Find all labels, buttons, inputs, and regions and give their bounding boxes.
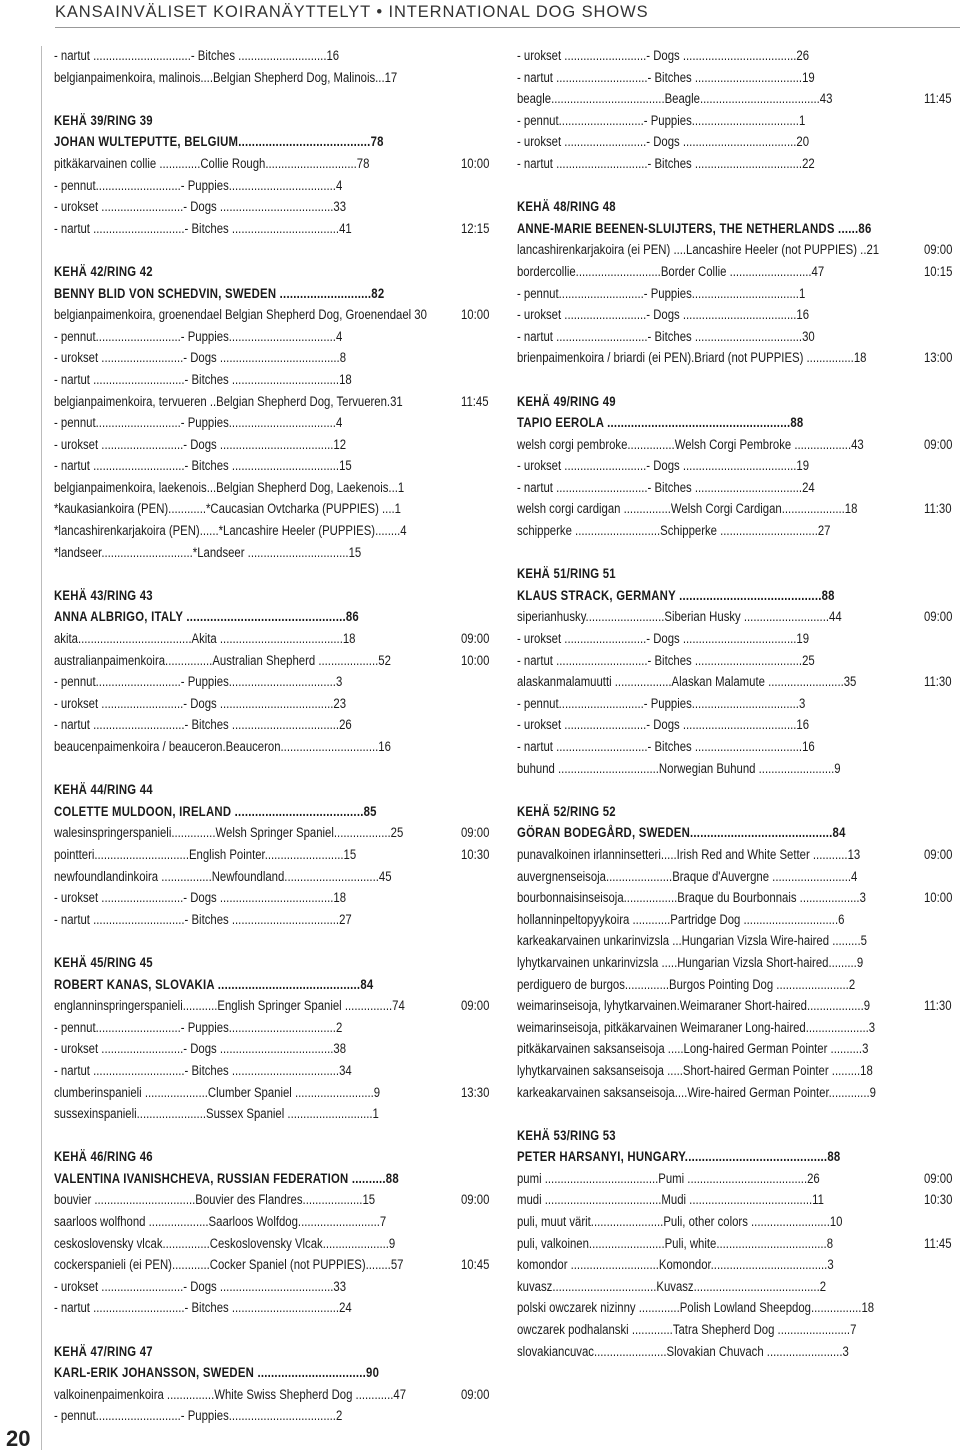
right-entry-row — [517, 327, 960, 349]
right-entry-row — [517, 737, 960, 759]
entry-text: perdiguero de burgos..............Burgos Pointing Dog .......................2 — [517, 976, 856, 993]
ring-heading-text: KEHÄ 49/RING 49 — [517, 393, 616, 410]
entry-text: - urokset ..........................- Dogs ....................................19 — [517, 458, 810, 475]
left-entry-row — [54, 888, 506, 910]
left-entry-row — [54, 1190, 506, 1212]
entry-text: sussexinspanieli......................Sussex Spaniel ...........................1 — [54, 1106, 379, 1123]
entry-text: welsh corgi pembroke...............Welsh Corgi Pembroke ..................43 — [517, 436, 864, 453]
entry-text: karkeakarvainen saksanseisoja....Wire-haired German Pointer.............9 — [517, 1084, 876, 1101]
entry-text: pointteri..............................English Pointer.........................15 — [54, 846, 357, 863]
entry-text: newfoundlandinkoira ................Newfoundland..............................45 — [54, 868, 392, 885]
left-entry-row — [54, 1061, 506, 1083]
right-entry-row — [517, 715, 960, 737]
ring-heading-text: TAPIO EEROLA ......................................................88 — [517, 415, 804, 432]
entry-text: clumberinspanieli ....................Clumber Spaniel .........................9 — [54, 1084, 381, 1101]
left-heading-row — [54, 111, 506, 133]
ring-heading-text: KEHÄ 46/RING 46 — [54, 1149, 153, 1166]
entry-text: komondor ............................Komondor.....................................3 — [517, 1257, 834, 1274]
right-entry-row — [517, 1277, 960, 1299]
entry-time: 10:00 — [461, 307, 490, 324]
right-entry-row — [517, 651, 960, 673]
left-entry-row — [54, 197, 506, 219]
page-header — [0, 0, 960, 32]
left-heading-row — [54, 953, 506, 975]
left-entry-row — [54, 867, 506, 889]
right-entry-row — [517, 1190, 960, 1212]
side-divider — [41, 46, 42, 1450]
left-entry-row — [54, 715, 506, 737]
left-entry-row — [54, 435, 506, 457]
entry-text: - pennut...........................- Puppies..................................4 — [54, 415, 343, 432]
left-entry-row — [54, 694, 506, 716]
entry-text: pitkäkarvainen saksanseisoja .....Long-haired German Pointer ..........3 — [517, 1041, 869, 1058]
entry-text: - nartut .............................- Bitches ..................................22 — [517, 155, 815, 172]
right-entry-row — [517, 348, 960, 370]
entry-time: 11:30 — [924, 674, 952, 691]
entry-text: - nartut .............................- Bitches ..................................41 — [54, 220, 352, 237]
right-entry-row — [517, 46, 960, 68]
entry-time: 09:00 — [924, 242, 953, 259]
right-entry-row — [517, 240, 960, 262]
entry-text: - urokset ..........................- Dogs ....................................19 — [517, 631, 810, 648]
entry-text: - urokset ..........................- Dogs ....................................38 — [54, 1041, 347, 1058]
entry-text: brienpaimenkoira / briardi (ei PEN).Briard (not PUPPIES) ...............18 — [517, 350, 867, 367]
entry-text: - nartut .............................- Bitches ..................................25 — [517, 652, 815, 669]
left-entry-row — [54, 499, 506, 521]
left-entry-row — [54, 456, 506, 478]
right-heading-row — [517, 413, 960, 435]
entry-text: walesinspringerspanieli..............Welsh Springer Spaniel..................25 — [54, 825, 404, 842]
ring-heading-text: KEHÄ 39/RING 39 — [54, 112, 153, 129]
ring-heading-text: KEHÄ 42/RING 42 — [54, 263, 153, 280]
left-entry-row — [54, 305, 506, 327]
page-number: 20 — [6, 1426, 31, 1451]
right-entry-row — [517, 1039, 960, 1061]
left-spacer — [54, 931, 506, 953]
entry-text: beagle....................................Beagle......................................43 — [517, 91, 833, 108]
left-entry-row — [54, 910, 506, 932]
ring-heading-text: KEHÄ 52/RING 52 — [517, 803, 616, 820]
left-entry-row — [54, 629, 506, 651]
entry-time: 09:00 — [461, 631, 490, 648]
entry-text: karkeakarvainen unkarinvizsla ...Hungarian Vizsla Wire-haired .........5 — [517, 933, 867, 950]
left-column — [54, 46, 506, 1428]
entry-text: alaskanmalamuutti ..................Alaskan Malamute ........................35 — [517, 674, 857, 691]
entry-text: englanninspringerspanieli...........English Springer Spaniel ...............74 — [54, 998, 405, 1015]
entry-time: 09:00 — [461, 998, 490, 1015]
ring-heading-text: ROBERT KANAS, SLOVAKIA ..........................................84 — [54, 976, 374, 993]
right-entry-row — [517, 910, 960, 932]
ring-heading-text: KARL-ERIK JOHANSSON, SWEDEN ................................90 — [54, 1365, 380, 1382]
entry-text: - urokset ..........................- Dogs ....................................23 — [54, 695, 347, 712]
right-entry-row — [517, 996, 960, 1018]
entry-time: 11:30 — [924, 501, 952, 518]
entry-text: belgianpaimenkoira, laekenois...Belgian Shepherd Dog, Laekenois...1 — [54, 479, 405, 496]
left-entry-row — [54, 392, 506, 414]
right-spacer — [517, 543, 960, 565]
ring-heading-text: COLETTE MULDOON, IRELAND ......................................85 — [54, 803, 377, 820]
right-entry-row — [517, 1061, 960, 1083]
entry-time: 10:00 — [924, 890, 953, 907]
right-entry-row — [517, 867, 960, 889]
left-entry-row — [54, 672, 506, 694]
right-entry-row — [517, 975, 960, 997]
left-entry-row — [54, 1018, 506, 1040]
right-entry-row — [517, 68, 960, 90]
left-entry-row — [54, 46, 506, 68]
entry-text: welsh corgi cardigan ...............Welsh Corgi Cardigan....................18 — [517, 501, 858, 518]
entry-time: 11:45 — [924, 91, 952, 108]
left-heading-row — [54, 1147, 506, 1169]
left-entry-row — [54, 823, 506, 845]
entry-text: mudi .....................................Mudi .......................................11 — [517, 1192, 824, 1209]
ring-heading-text: KEHÄ 43/RING 43 — [54, 587, 153, 604]
entry-text: puli, muut värit.......................Puli, other colors .........................10 — [517, 1214, 843, 1231]
entry-text: bouvier ................................Bouvier des Flandres...................15 — [54, 1192, 376, 1209]
right-heading-row — [517, 564, 960, 586]
right-heading-row — [517, 219, 960, 241]
right-entry-row — [517, 478, 960, 500]
entry-text: hollanninpeltopyykoira ............Partridge Dog ..............................6 — [517, 911, 845, 928]
left-heading-row — [54, 1169, 506, 1191]
right-entry-row — [517, 953, 960, 975]
entry-text: - pennut...........................- Puppies..................................1 — [517, 112, 806, 129]
left-spacer — [54, 564, 506, 586]
entry-text: owczarek podhalanski .............Tatra Shepherd Dog .......................7 — [517, 1322, 857, 1339]
left-entry-row — [54, 1406, 506, 1428]
ring-heading-text: PETER HARSANYI, HUNGARY..........................................88 — [517, 1149, 841, 1166]
left-entry-row — [54, 154, 506, 176]
left-entry-row — [54, 1277, 506, 1299]
entry-time: 13:30 — [461, 1084, 490, 1101]
right-spacer — [517, 176, 960, 198]
entry-text: - nartut .............................- Bitches ..................................16 — [517, 739, 815, 755]
right-entry-row — [517, 132, 960, 154]
left-entry-row — [54, 348, 506, 370]
entry-text: buhund ................................Norwegian Buhund ........................9 — [517, 760, 841, 777]
entry-text: - pennut...........................- Puppies..................................4 — [54, 177, 343, 194]
entry-text: valkoinenpaimenkoira ...............White Swiss Shepherd Dog ............47 — [54, 1386, 407, 1403]
entry-text: bordercollie...........................Border Collie ..........................47 — [517, 263, 825, 280]
entry-text: kuvasz.................................Kuvasz........................................2 — [517, 1278, 827, 1295]
entry-text: - urokset ..........................- Dogs ....................................16 — [517, 307, 810, 324]
right-entry-row — [517, 1234, 960, 1256]
entry-time: 10:30 — [461, 846, 490, 863]
left-entry-row — [54, 1083, 506, 1105]
left-entry-row — [54, 413, 506, 435]
entry-time: 09:00 — [924, 609, 953, 626]
entry-text: ceskoslovensky vlcak...............Ceskoslovensky Vlcak.....................9 — [54, 1235, 396, 1252]
left-entry-row — [54, 543, 506, 565]
entry-text: - nartut .............................- Bitches ..................................34 — [54, 1062, 352, 1079]
right-entry-row — [517, 759, 960, 781]
entry-text: - urokset ..........................- Dogs ......................................8 — [54, 350, 347, 367]
right-spacer — [517, 1104, 960, 1126]
entry-text: pitkäkarvainen collie .............Collie Rough.............................78 — [54, 155, 370, 172]
right-entry-row — [517, 435, 960, 457]
right-heading-row — [517, 802, 960, 824]
entry-time: 11:45 — [461, 393, 489, 410]
entry-text: - nartut .............................- Bitches ..................................30 — [517, 328, 815, 345]
entry-text: weimarinseisoja, lyhytkarvainen.Weimaraner Short-haired..................9 — [517, 998, 871, 1015]
entry-text: lyhytkarvainen unkarinvizsla .....Hungarian Vizsla Short-haired.........9 — [517, 954, 864, 971]
right-entry-row — [517, 1018, 960, 1040]
entry-text: - urokset ..........................- Dogs ....................................33 — [54, 199, 347, 216]
entry-text: - pennut...........................- Puppies..................................4 — [54, 328, 343, 345]
ring-heading-text: GÖRAN BODEGÅRD, SWEDEN..........................................84 — [517, 825, 846, 842]
left-heading-row — [54, 132, 506, 154]
right-entry-row — [517, 1083, 960, 1105]
right-entry-row — [517, 284, 960, 306]
right-heading-row — [517, 392, 960, 414]
entry-text: bourbonnaisinseisoja.................Braque du Bourbonnais ...................3 — [517, 890, 866, 907]
entry-text: - nartut .............................- Bitches ..................................26 — [54, 717, 352, 734]
entry-text: puli, valkoinen........................Puli, white...................................8 — [517, 1235, 834, 1252]
header-title: KANSAINVÄLISET KOIRANÄYTTELYT • INTERNATIONAL DOG SHOWS — [55, 3, 649, 21]
entry-time: 09:00 — [924, 436, 953, 453]
left-heading-row — [54, 607, 506, 629]
left-spacer — [54, 759, 506, 781]
entry-text: akita....................................Akita .......................................18 — [54, 631, 356, 648]
left-entry-row — [54, 1385, 506, 1407]
entry-text: - nartut .............................- Bitches ..................................15 — [54, 458, 352, 475]
right-entry-row — [517, 1320, 960, 1342]
left-entry-row — [54, 370, 506, 392]
right-entry-row — [517, 1212, 960, 1234]
entry-text: australianpaimenkoira...............Australian Shepherd ...................52 — [54, 652, 391, 669]
entry-text: - nartut .............................- Bitches ..................................27 — [54, 911, 352, 928]
entry-text: - pennut...........................- Puppies..................................1 — [517, 285, 806, 302]
entry-text: - nartut .............................- Bitches ..................................24 — [54, 1300, 352, 1317]
left-entry-row — [54, 996, 506, 1018]
entry-text: beaucenpaimenkoira / beauceron.Beauceron...............................16 — [54, 739, 391, 755]
header-rule — [55, 27, 960, 28]
right-entry-row — [517, 262, 960, 284]
left-entry-row — [54, 521, 506, 543]
left-entry-row — [54, 1234, 506, 1256]
entry-text: - pennut...........................- Puppies..................................3 — [517, 695, 806, 712]
entry-text: slovakiancuvac.......................Slovakian Chuvach ........................3 — [517, 1343, 849, 1360]
left-entry-row — [54, 845, 506, 867]
right-entry-row — [517, 629, 960, 651]
entry-text: belgianpaimenkoira, tervueren ..Belgian Shepherd Dog, Tervueren.31 — [54, 393, 403, 410]
right-entry-row — [517, 154, 960, 176]
entry-text: siperianhusky.........................Siberian Husky ...........................44 — [517, 609, 842, 626]
ring-heading-text: ANNE-MARIE BEENEN-SLUIJTERS, THE NETHERLANDS ......86 — [517, 220, 872, 237]
entry-time: 10:30 — [924, 1192, 953, 1209]
right-heading-row — [517, 197, 960, 219]
right-entry-row — [517, 456, 960, 478]
right-heading-row — [517, 823, 960, 845]
entry-time: 11:30 — [924, 998, 952, 1015]
entry-time: 12:15 — [461, 220, 490, 237]
left-heading-row — [54, 284, 506, 306]
entry-text: *landseer.............................*Landseer ................................15 — [54, 544, 362, 561]
entry-text: - pennut...........................- Puppies..................................2 — [54, 1019, 343, 1036]
entry-time: 10:00 — [461, 155, 490, 172]
entry-time: 09:00 — [461, 825, 490, 842]
entry-time: 13:00 — [924, 350, 953, 367]
ring-heading-text: KEHÄ 53/RING 53 — [517, 1127, 616, 1144]
left-spacer — [54, 1126, 506, 1148]
right-entry-row — [517, 694, 960, 716]
ring-heading-text: KEHÄ 45/RING 45 — [54, 954, 153, 971]
left-spacer — [54, 240, 506, 262]
left-heading-row — [54, 1363, 506, 1385]
entry-text: - urokset ..........................- Dogs ....................................33 — [54, 1278, 347, 1295]
entry-text: - urokset ..........................- Dogs ....................................16 — [517, 717, 810, 734]
entry-text: - urokset ..........................- Dogs ....................................12 — [54, 436, 347, 453]
right-entry-row — [517, 888, 960, 910]
right-entry-row — [517, 1255, 960, 1277]
entry-text: weimarinseisoja, pitkäkarvainen Weimaraner Long-haired....................3 — [517, 1019, 876, 1036]
right-entry-row — [517, 499, 960, 521]
left-heading-row — [54, 586, 506, 608]
entry-time: 09:00 — [924, 846, 953, 863]
right-heading-row — [517, 586, 960, 608]
left-entry-row — [54, 1104, 506, 1126]
entry-text: - urokset ..........................- Dogs ....................................26 — [517, 48, 810, 64]
entry-text: *kaukasiankoira (PEN)............*Caucasian Ovtcharka (PUPPIES) ....1 — [54, 501, 401, 518]
right-entry-row — [517, 1169, 960, 1191]
entry-time: 09:00 — [461, 1386, 490, 1403]
left-heading-row — [54, 802, 506, 824]
entry-text: punavalkoinen irlanninsetteri.....Irish Red and White Setter ...........13 — [517, 846, 861, 863]
left-heading-row — [54, 1342, 506, 1364]
left-entry-row — [54, 327, 506, 349]
right-entry-row — [517, 111, 960, 133]
right-entry-row — [517, 89, 960, 111]
left-entry-row — [54, 1212, 506, 1234]
entry-text: saarloos wolfhond ...................Saarloos Wolfdog..........................7 — [54, 1214, 387, 1231]
left-entry-row — [54, 737, 506, 759]
right-entry-row — [517, 1298, 960, 1320]
entry-text: lancashirenkarjakoira (ei PEN) ....Lancashire Heeler (not PUPPIES) ..21 — [517, 242, 880, 259]
right-entry-row — [517, 845, 960, 867]
ring-heading-text: KEHÄ 51/RING 51 — [517, 566, 616, 583]
ring-heading-text: ANNA ALBRIGO, ITALY ...............................................86 — [54, 609, 359, 626]
left-spacer — [54, 1320, 506, 1342]
entry-time: 10:45 — [461, 1257, 490, 1274]
left-entry-row — [54, 219, 506, 241]
left-heading-row — [54, 975, 506, 997]
entry-text: *lancashirenkarjakoira (PEN)......*Lancashire Heeler (PUPPIES)........4 — [54, 523, 407, 540]
left-entry-row — [54, 1039, 506, 1061]
ring-heading-text: KEHÄ 48/RING 48 — [517, 199, 616, 216]
entry-text: - nartut .............................- Bitches ..................................24 — [517, 479, 815, 496]
right-entry-row — [517, 672, 960, 694]
right-spacer — [517, 780, 960, 802]
ring-heading-text: KLAUS STRACK, GERMANY ..........................................88 — [517, 587, 835, 604]
entry-text: lyhytkarvainen saksanseisoja .....Short-haired German Pointer .........18 — [517, 1062, 873, 1079]
left-entry-row — [54, 176, 506, 198]
left-entry-row — [54, 478, 506, 500]
ring-heading-text: BENNY BLID VON SCHEDVIN, SWEDEN ...........................82 — [54, 285, 385, 302]
right-entry-row — [517, 305, 960, 327]
entry-text: - pennut...........................- Puppies..................................2 — [54, 1408, 343, 1425]
entry-text: pumi ....................................Pumi ......................................26 — [517, 1170, 820, 1187]
entry-time: 09:00 — [461, 1192, 490, 1209]
left-entry-row — [54, 68, 506, 90]
right-entry-row — [517, 607, 960, 629]
left-entry-row — [54, 1298, 506, 1320]
entry-time: 10:00 — [461, 652, 490, 669]
entry-text: - nartut .............................- Bitches ..................................19 — [517, 69, 815, 86]
entry-text: - nartut .............................- Bitches ..................................18 — [54, 371, 352, 388]
left-heading-row — [54, 262, 506, 284]
entry-text: - urokset ..........................- Dogs ....................................20 — [517, 134, 810, 151]
entry-text: - nartut ...............................- Bitches ............................16 — [54, 48, 340, 64]
right-heading-row — [517, 1126, 960, 1148]
entry-time: 11:45 — [924, 1235, 952, 1252]
entry-text: cockerspanieli (ei PEN)............Cocker Spaniel (not PUPPIES)........57 — [54, 1257, 404, 1274]
entry-text: schipperke ...........................Schipperke ...............................27 — [517, 523, 831, 540]
right-spacer — [517, 370, 960, 392]
right-entry-row — [517, 1342, 960, 1364]
ring-heading-text: JOHAN WULTEPUTTE, BELGIUM.......................................78 — [54, 134, 384, 151]
entry-text: auvergnenseisoja.....................Braque d'Auvergne .........................4 — [517, 868, 858, 885]
ring-heading-text: VALENTINA IVANISHCHEVA, RUSSIAN FEDERATION ..........88 — [54, 1170, 399, 1187]
right-heading-row — [517, 1147, 960, 1169]
entry-text: - pennut...........................- Puppies..................................3 — [54, 674, 343, 691]
right-entry-row — [517, 931, 960, 953]
left-heading-row — [54, 780, 506, 802]
ring-heading-text: KEHÄ 47/RING 47 — [54, 1343, 153, 1360]
right-column — [517, 46, 960, 1363]
right-entry-row — [517, 521, 960, 543]
entry-text: belgianpaimenkoira, malinois....Belgian Shepherd Dog, Malinois...17 — [54, 69, 398, 86]
entry-text: polski owczarek nizinny .............Polish Lowland Sheepdog................18 — [517, 1300, 875, 1317]
ring-heading-text: KEHÄ 44/RING 44 — [54, 782, 153, 799]
entry-time: 09:00 — [924, 1170, 953, 1187]
left-spacer — [54, 89, 506, 111]
entry-text: - urokset ..........................- Dogs ....................................18 — [54, 890, 347, 907]
entry-time: 10:15 — [924, 263, 953, 280]
left-entry-row — [54, 1255, 506, 1277]
left-entry-row — [54, 651, 506, 673]
entry-text: belgianpaimenkoira, groenendael Belgian Shepherd Dog, Groenendael 30 — [54, 307, 427, 324]
